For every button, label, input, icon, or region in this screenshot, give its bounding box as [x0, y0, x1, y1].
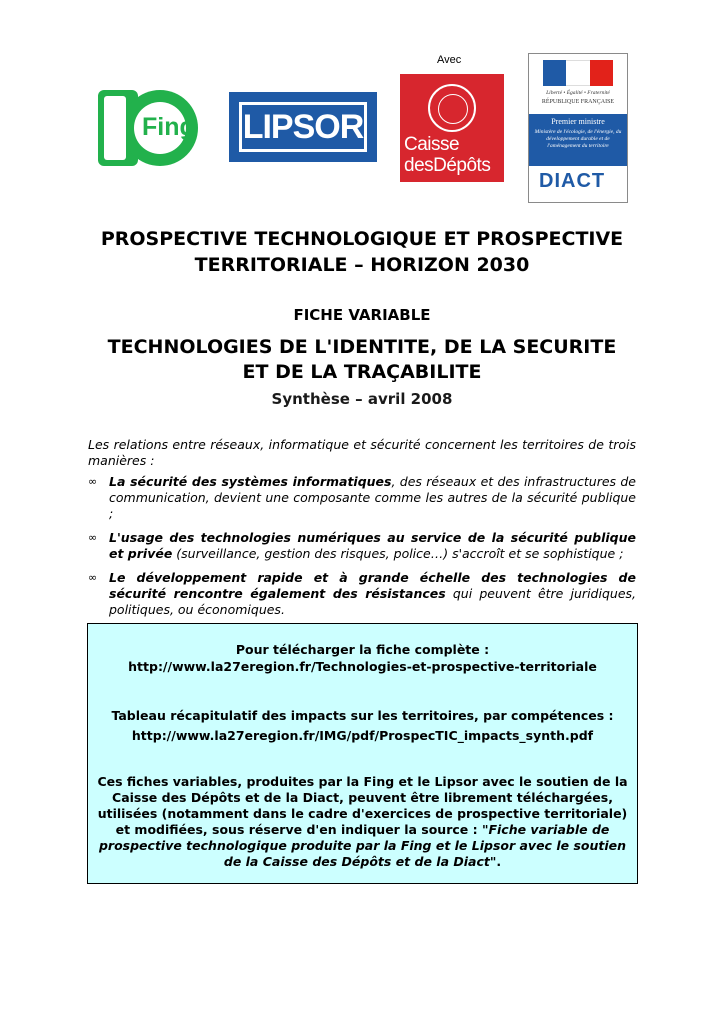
license-quote: Fiche variable de prospective technologique produite par la Fing et le Lipsor avec le soutien de la Caisse des Dépôts et de la Diact: [98, 822, 627, 869]
title-line-2: TERRITORIALE – HORIZON 2030: [194, 254, 530, 276]
des-depots-text: desDépôts: [404, 155, 491, 176]
bullet-list: [88, 474, 636, 626]
bullet-rest: qui peuvent être juridiques, politiques, ou économiques.: [109, 586, 636, 617]
title-line-1: PROSPECTIVE TECHNOLOGIQUE ET PROSPECTIVE: [100, 228, 624, 250]
fing-logo-text: Fing: [142, 113, 195, 141]
caisse-text: Caisse: [404, 134, 460, 155]
license-text: Ces fiches variables, produites par la Fing et le Lipsor avec le soutien de la Caisse des Dépôts et de la Diact, peuvent être librement téléchargées, utilisées (notamment dans le cadre d'exercices de prospective territoriale) et modifiées, sous réserve d'en indiquer la source : ": [97, 774, 628, 837]
bullet-rest: , des réseaux et des infrastructures de communication, devient une composante comme les autres de la sécurité publique ;: [109, 474, 636, 521]
download-link[interactable]: http://www.la27eregion.fr/Technologies-et-prospective-territoriale: [128, 659, 597, 674]
fiche-label: FICHE VARIABLE: [293, 306, 431, 324]
list-item: [88, 570, 636, 618]
rf-name: RÉPUBLIQUE FRANÇAISE: [541, 99, 615, 105]
diact-text: DIACT: [539, 170, 606, 192]
subject-title: [0, 335, 724, 385]
table-link[interactable]: http://www.la27eregion.fr/IMG/pdf/ProspecTIC_impacts_synth.pdf: [131, 728, 594, 743]
ministere-text: Ministère de l'écologie, de l'énergie, du développement durable et de l'aménagement du territoire: [534, 129, 622, 149]
rf-motto: Liberté • Égalité • Fraternité: [546, 90, 610, 96]
lipsor-logo-text: LIPSOR: [239, 102, 367, 152]
download-label: Pour télécharger la fiche complète :: [235, 642, 490, 657]
synthese-date: Synthèse – avril 2008: [271, 390, 453, 408]
caisse-des-depots-logo: [400, 74, 504, 182]
subject-line-1: TECHNOLOGIES DE L'IDENTITE, DE LA SECURITE: [107, 336, 617, 358]
bullet-rest: (surveillance, gestion des risques, police…) s'accroît et se sophistique ;: [172, 546, 624, 561]
bullet-bold: Le développement rapide et à grande échelle des technologies de sécurité rencontre également des résistances: [109, 570, 636, 601]
bullet-bold: La sécurité des systèmes informatiques: [109, 474, 392, 489]
seal-icon: [428, 84, 476, 132]
list-item: [88, 474, 636, 522]
license-paragraph: [94, 774, 631, 870]
bullet-bold: L'usage des technologies numériques au service de la sécurité publique et privée: [109, 530, 636, 561]
premier-ministre-band: [529, 114, 627, 166]
premier-ministre-text: Premier ministre: [551, 117, 605, 126]
subject-line-2: ET DE LA TRAÇABILITE: [242, 361, 482, 383]
intro-paragraph: Les relations entre réseaux, informatique et sécurité concernent les territoires de trois manières :: [88, 437, 636, 468]
table-label: Tableau récapitulatif des impacts sur les territoires, par compétences :: [111, 708, 614, 723]
license-end: ".: [489, 854, 502, 869]
list-item: [88, 530, 636, 562]
bullet-infinity-icon: ∞: [88, 475, 98, 488]
avec-label: Avec: [437, 54, 462, 66]
lipsor-logo: [229, 92, 377, 162]
document-title: [0, 226, 724, 278]
download-info-box: [87, 623, 638, 884]
republique-francaise-logo: [528, 53, 628, 203]
bullet-infinity-icon: ∞: [88, 571, 98, 584]
marianne-flag-icon: [543, 60, 613, 86]
bullet-infinity-icon: ∞: [88, 531, 98, 544]
fing-logo: [98, 90, 206, 166]
